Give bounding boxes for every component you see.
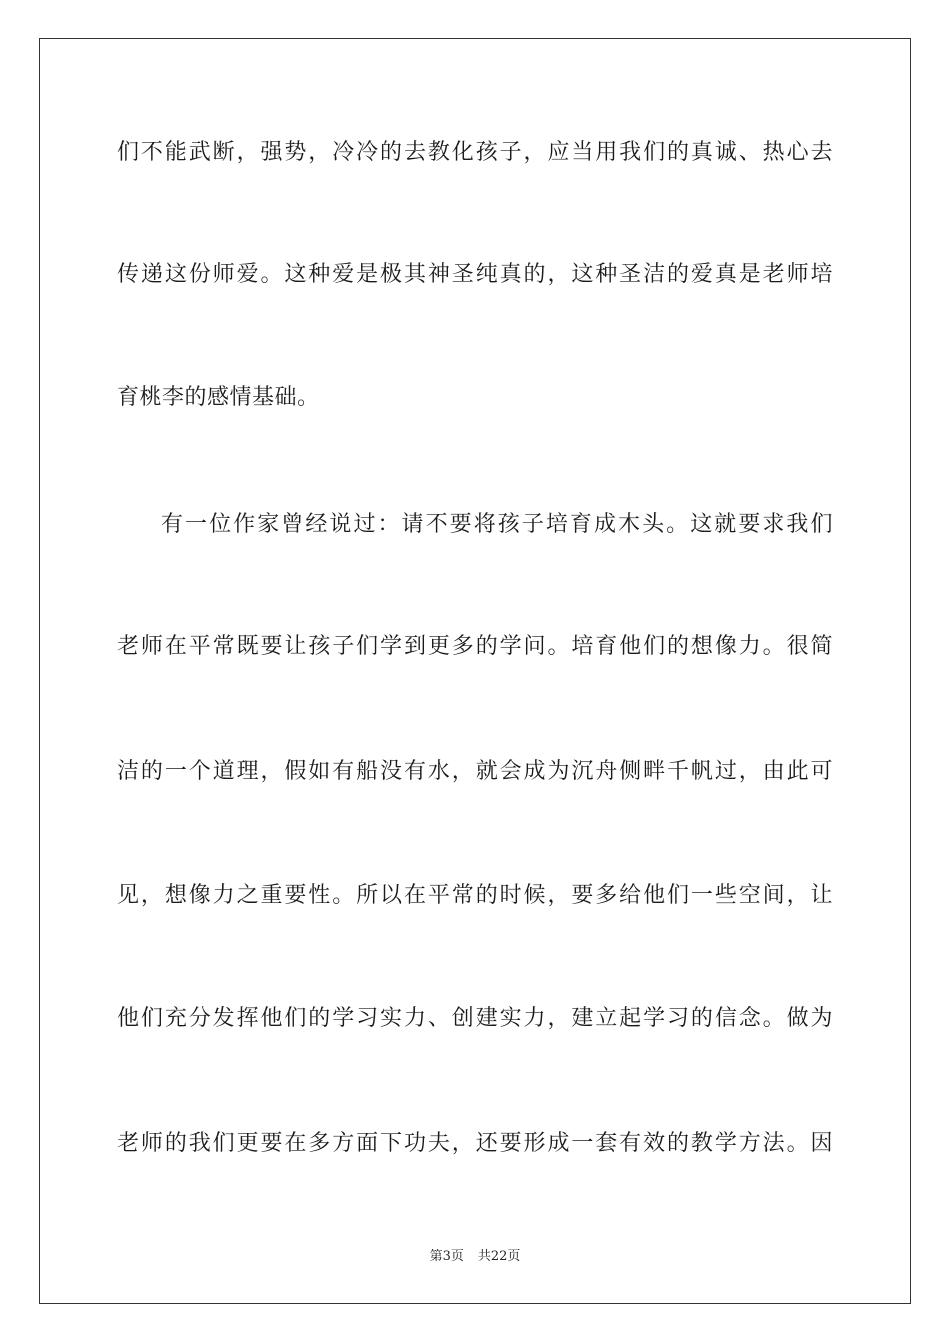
body-text-line: 育桃李的感情基础。: [117, 385, 320, 410]
body-text-line: 传递这份师爱。这种爱是极其神圣纯真的，这种圣洁的爱真是老师培: [117, 262, 833, 287]
page-total: 共22页: [477, 1249, 521, 1264]
paragraph-first-line: 有一位作家曾经说过：请不要将孩子培育成木头。这就要求我们: [161, 512, 833, 537]
page-footer: [0, 1248, 950, 1266]
body-text-line: 们不能武断，强势，冷冷的去教化孩子，应当用我们的真诚、热心去: [117, 140, 833, 165]
body-text-line: 洁的一个道理，假如有船没有水，就会成为沉舟侧畔千帆过，由此可: [117, 759, 833, 784]
body-text-line: 见，想像力之重要性。所以在平常的时候，要多给他们一些空间，让: [117, 883, 833, 908]
body-text-line: 老师的我们更要在多方面下功夫，还要形成一套有效的教学方法。因: [117, 1131, 833, 1156]
page-border: [39, 38, 911, 1304]
page-number: 第3页: [429, 1249, 464, 1264]
body-text-line: 他们充分发挥他们的学习实力、创建实力，建立起学习的信念。做为: [117, 1006, 833, 1031]
body-text-line: 老师在平常既要让孩子们学到更多的学问。培育他们的想像力。很简: [117, 634, 833, 659]
